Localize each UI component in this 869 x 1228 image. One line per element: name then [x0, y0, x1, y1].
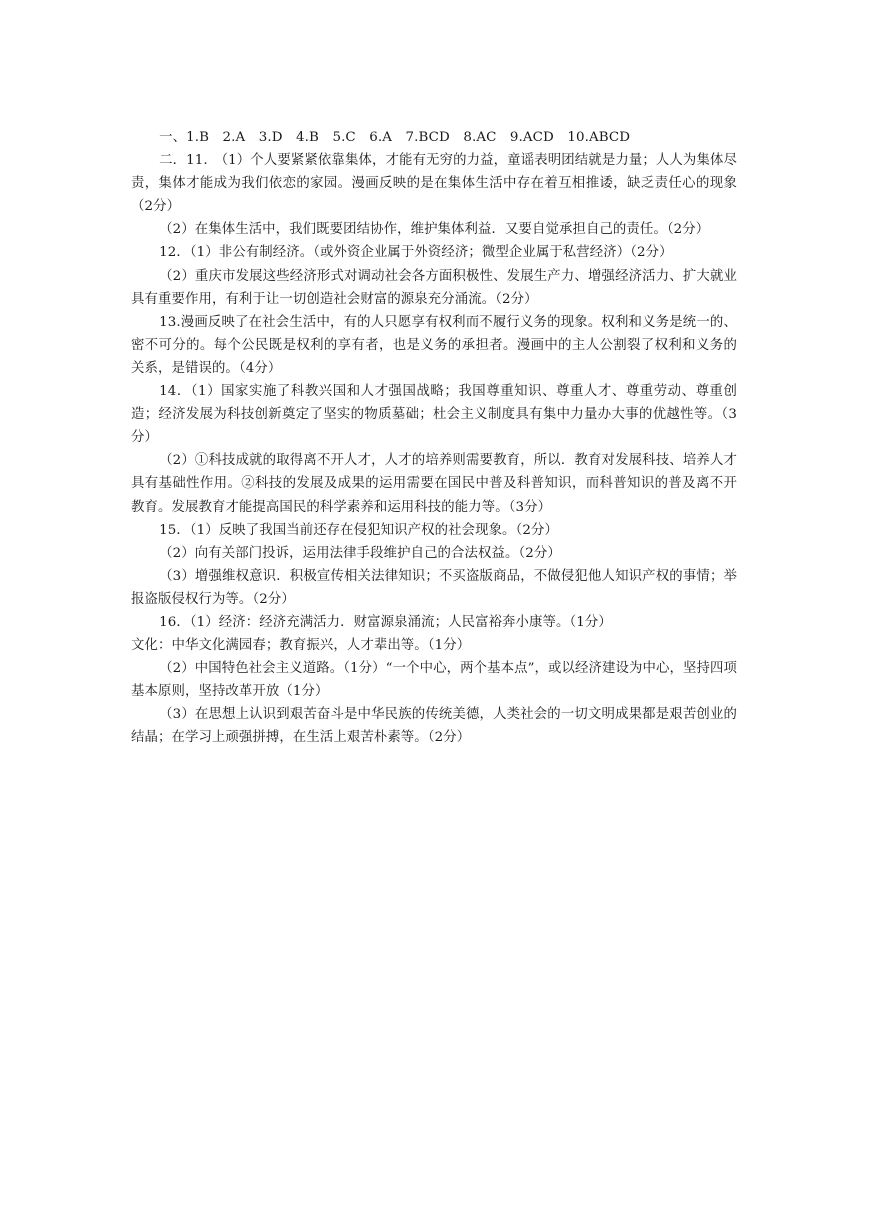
q11-part1-answer: 二．11. （1）个人要紧紧依靠集体，才能有无穷的力益，童谣表明团结就是力量；人人为集体尽责，集体才能成为我们依恋的家园。漫画反映的是在集体生活中存在着互相推诿，缺乏责任心的现象（2分） [131, 153, 737, 215]
q16-part2-answer: （2）中国特色社会主义道路。（1分）“一个中心，两个基本点”，或以经济建设为中心，坚持四项基本原则，坚持改革开放（1分） [131, 661, 737, 700]
q13-answer: 13.漫画反映了在社会生活中，有的人只愿享有权利而不履行义务的现象。权利和义务是统一的、密不可分的。每个公民既是权利的享有者，也是义务的承担者。漫画中的主人公割裂了权利和义务的关系，是错误的。（4分） [131, 314, 737, 376]
q16-part1-economy-answer: 16．（1）经济：经济充满活力．财富源泉涌流；人民富裕奔小康等。（1分） [159, 614, 612, 630]
q15-part2-answer: （2）向有关部门投诉，运用法律手段维护自己的合法权益。（2分） [159, 545, 561, 561]
answer-key-body [131, 126, 737, 750]
q11-part2-answer: （2）在集体生活中，我们既要团结协作，维护集体利益．又要自觉承担自己的责任。（2分） [159, 222, 710, 238]
q16-part1-culture-answer: 文化：中华文化满园春；教育振兴，人才辈出等。（1分） [131, 638, 471, 654]
q16-part3-answer: （3）在思想上认识到艰苦奋斗是中华民族的传统美德，人类社会的一切文明成果都是艰苦创业的结晶；在学习上顽强拼搏，在生活上艰苦朴素等。（2分） [131, 707, 737, 746]
choice-answers: 一、1.B 2.A 3.D 4.B 5.C 6.A 7.BCD 8.AC 9.ACD 10.ABCD [159, 130, 631, 145]
q14-part1-answer: 14．（1）国家实施了科教兴国和人才强国战略；我国尊重知识、尊重人才、尊重劳动、尊重创造；经济发展为科技创新奠定了坚实的物质墓础；杜会主义制度具有集中力量办大事的优越性等。（3分） [131, 384, 737, 446]
q12-part2-answer: （2）重庆市发展这些经济形式对调动社会各方面积极性、发展生产力、增强经济活力、扩大就业具有重要作用，有利于让一切创造社会财富的源泉充分涌流。（2分） [131, 268, 737, 307]
q15-part1-answer: 15．（1）反映了我国当前还存在侵犯知识产权的社会现象。（2分） [159, 522, 558, 538]
q12-part1-answer: 12．（1）非公有制经济。（或外资企业属于外资经济；微型企业属于私营经济）（2分） [159, 245, 673, 261]
q14-part2-answer: （2）①科技成就的取得离不开人才，人才的培养则需要教育，所以．教育对发展科技、培养人才具有基础性作用。②科技的发展及成果的运用需要在国民中普及科普知识，而科普知识的普及离不开教育。发展教育才能提高国民的科学素养和运用科技的能力等。（3分） [131, 453, 737, 515]
q15-part3-answer: （3）增强维权意识．积极宣传相关法律知识；不买盗版商品，不做侵犯他人知识产权的事情；举报盗版侵权行为等。（2分） [131, 568, 737, 607]
